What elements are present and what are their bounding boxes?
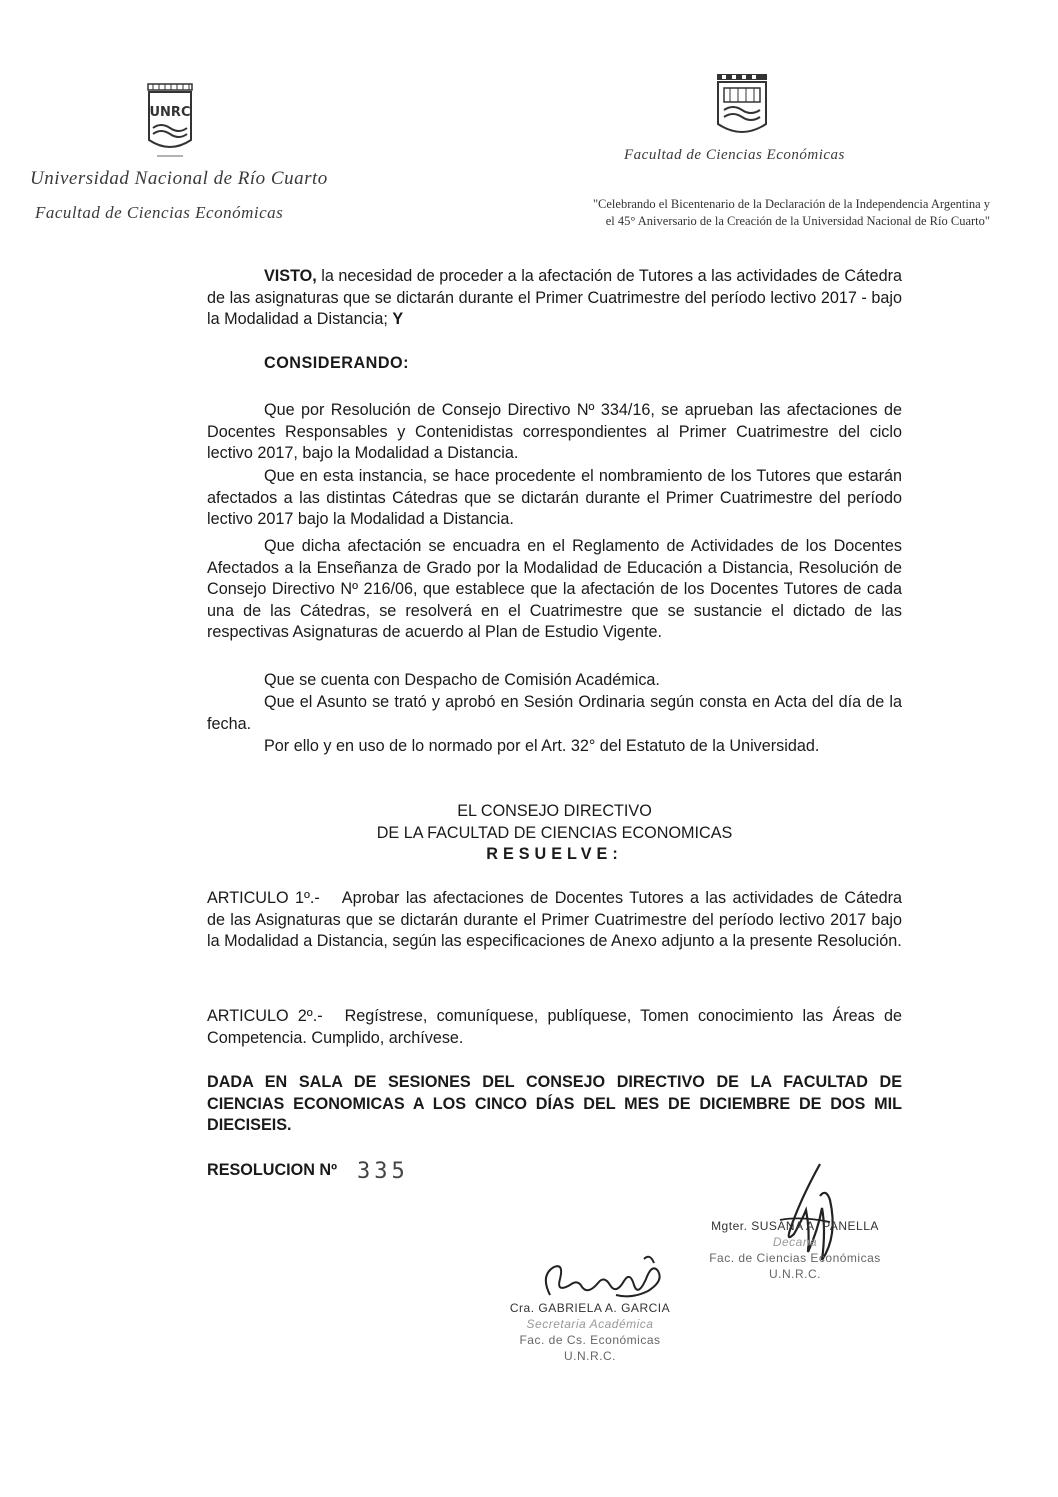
sig1-name: Cra. GABRIELA A. GARCIA	[509, 1301, 671, 1315]
articulo-2-label: ARTICULO 2º.-	[207, 1007, 323, 1025]
faculty-name-left: Facultad de Ciencias Económicas	[35, 203, 284, 222]
faculty-name-right: Facultad de Ciencias Económicas	[624, 147, 845, 163]
consejo-line-1: EL CONSEJO DIRECTIVO	[457, 802, 652, 820]
articulo-2-text: Regístrese, comuníquese, publíquese, Tomen conocimiento las Áreas de Competencia. Cumplido, archívese.	[207, 1007, 902, 1047]
considerando-paragraph-3: Que dicha afectación se encuadra en el Reglamento de Actividades de los Docentes Afectados a la Enseñanza de Grado por la Modalidad de Educación a Distancia, Resolución de Consejo Directivo Nº 216/06, que establece que la afectación de los Docentes Tutores de cada una de las Cátedras, se resolverá en el Cuatrimestre que se sustancie el dictado de las respectivas Asignaturas de acuerdo al Plan de Estudio Vigente.	[207, 537, 902, 641]
signature-block-panella	[700, 1218, 890, 1282]
considerando-paragraph-4: Que se cuenta con Despacho de Comisión Académica.	[264, 671, 660, 689]
resuelve-heading: RESUELVE:	[486, 845, 623, 863]
considerando-paragraph-1: Que por Resolución de Consejo Directivo Nº 334/16, se aprueban las afectaciones de Docentes Responsables y Contenidistas correspondientes al Primer Cuatrimestre del ciclo lectivo 2017, bajo la Modalidad a Distancia.	[207, 401, 902, 462]
sig1-role: Secretaria Académica	[526, 1317, 654, 1331]
articulo-1-label: ARTICULO 1º.-	[207, 889, 320, 907]
visto-tail: Y	[392, 310, 404, 328]
resolucion-number-line	[207, 1159, 409, 1184]
sig2-name: Mgter. SUSANA A. PANELLA	[711, 1219, 879, 1233]
dada-en-sala: DADA EN SALA DE SESIONES DEL CONSEJO DIRECTIVO DE LA FACULTAD DE CIENCIAS ECONOMICAS A LOS CINCO DÍAS DEL MES DE DICIEMBRE DE DOS MIL DIECISEIS.	[207, 1073, 902, 1134]
motto-line-2: el 45° Aniversario de la Creación de la Universidad Nacional de Río Cuarto"	[605, 214, 990, 228]
bicentennial-motto	[470, 196, 990, 230]
resolucion-number: 335	[357, 1159, 409, 1184]
sig2-unit: Fac. de Ciencias Económicas	[709, 1251, 881, 1265]
considerando-paragraph-6: Por ello y en uso de lo normado por el Art. 32° del Estatuto de la Universidad.	[264, 737, 820, 755]
considerando-title: CONSIDERANDO:	[264, 354, 409, 372]
visto-text: la necesidad de proceder a la afectación de Tutores a las actividades de Cátedra de las asignaturas que se dictarán durante el Primer Cuatrimestre del período lectivo 2017 - bajo la Modalidad a Distancia;	[207, 267, 902, 328]
resolucion-label: RESOLUCION Nº	[207, 1161, 338, 1179]
articulo-2	[207, 1006, 902, 1049]
motto-line-1: "Celebrando el Bicentenario de la Declaración de la Independencia Argentina y	[592, 197, 990, 211]
visto-paragraph	[207, 266, 902, 331]
svg-text:UNRC: UNRC	[149, 105, 191, 120]
sig1-unit: Fac. de Cs. Económicas	[519, 1333, 661, 1347]
consejo-line-2: DE LA FACULTAD DE CIENCIAS ECONOMICAS	[376, 823, 733, 842]
sig2-inst: U.N.R.C.	[769, 1267, 821, 1281]
articulo-1-text: Aprobar las afectaciones de Docentes Tutores a las actividades de Cátedra de las Asignaturas que se dictarán durante el Primer Cuatrimestre del período lectivo 2017 bajo la Modalidad a Distancia, según las especificaciones de Anexo adjunto a la presente Resolución.	[207, 889, 902, 950]
signature-block-garcia	[495, 1300, 685, 1364]
sig1-inst: U.N.R.C.	[564, 1349, 616, 1363]
unrc-logo	[145, 82, 195, 160]
fce-logo	[714, 72, 770, 142]
sig2-role: Decana	[772, 1235, 818, 1249]
considerando-paragraph-2: Que en esta instancia, se hace procedente el nombramiento de los Tutores que estarán afectados a las distintas Cátedras que se dictarán durante el Primer Cuatrimestre del período lectivo 2017 bajo la Modalidad a Distancia.	[207, 467, 902, 528]
considerando-paragraph-5: Que el Asunto se trató y aprobó en Sesión Ordinaria según consta en Acta del día de la fecha.	[207, 693, 902, 733]
university-name: Universidad Nacional de Río Cuarto	[30, 168, 328, 189]
consejo-heading	[207, 801, 902, 866]
visto-label: VISTO,	[264, 267, 317, 285]
articulo-1	[207, 888, 902, 953]
